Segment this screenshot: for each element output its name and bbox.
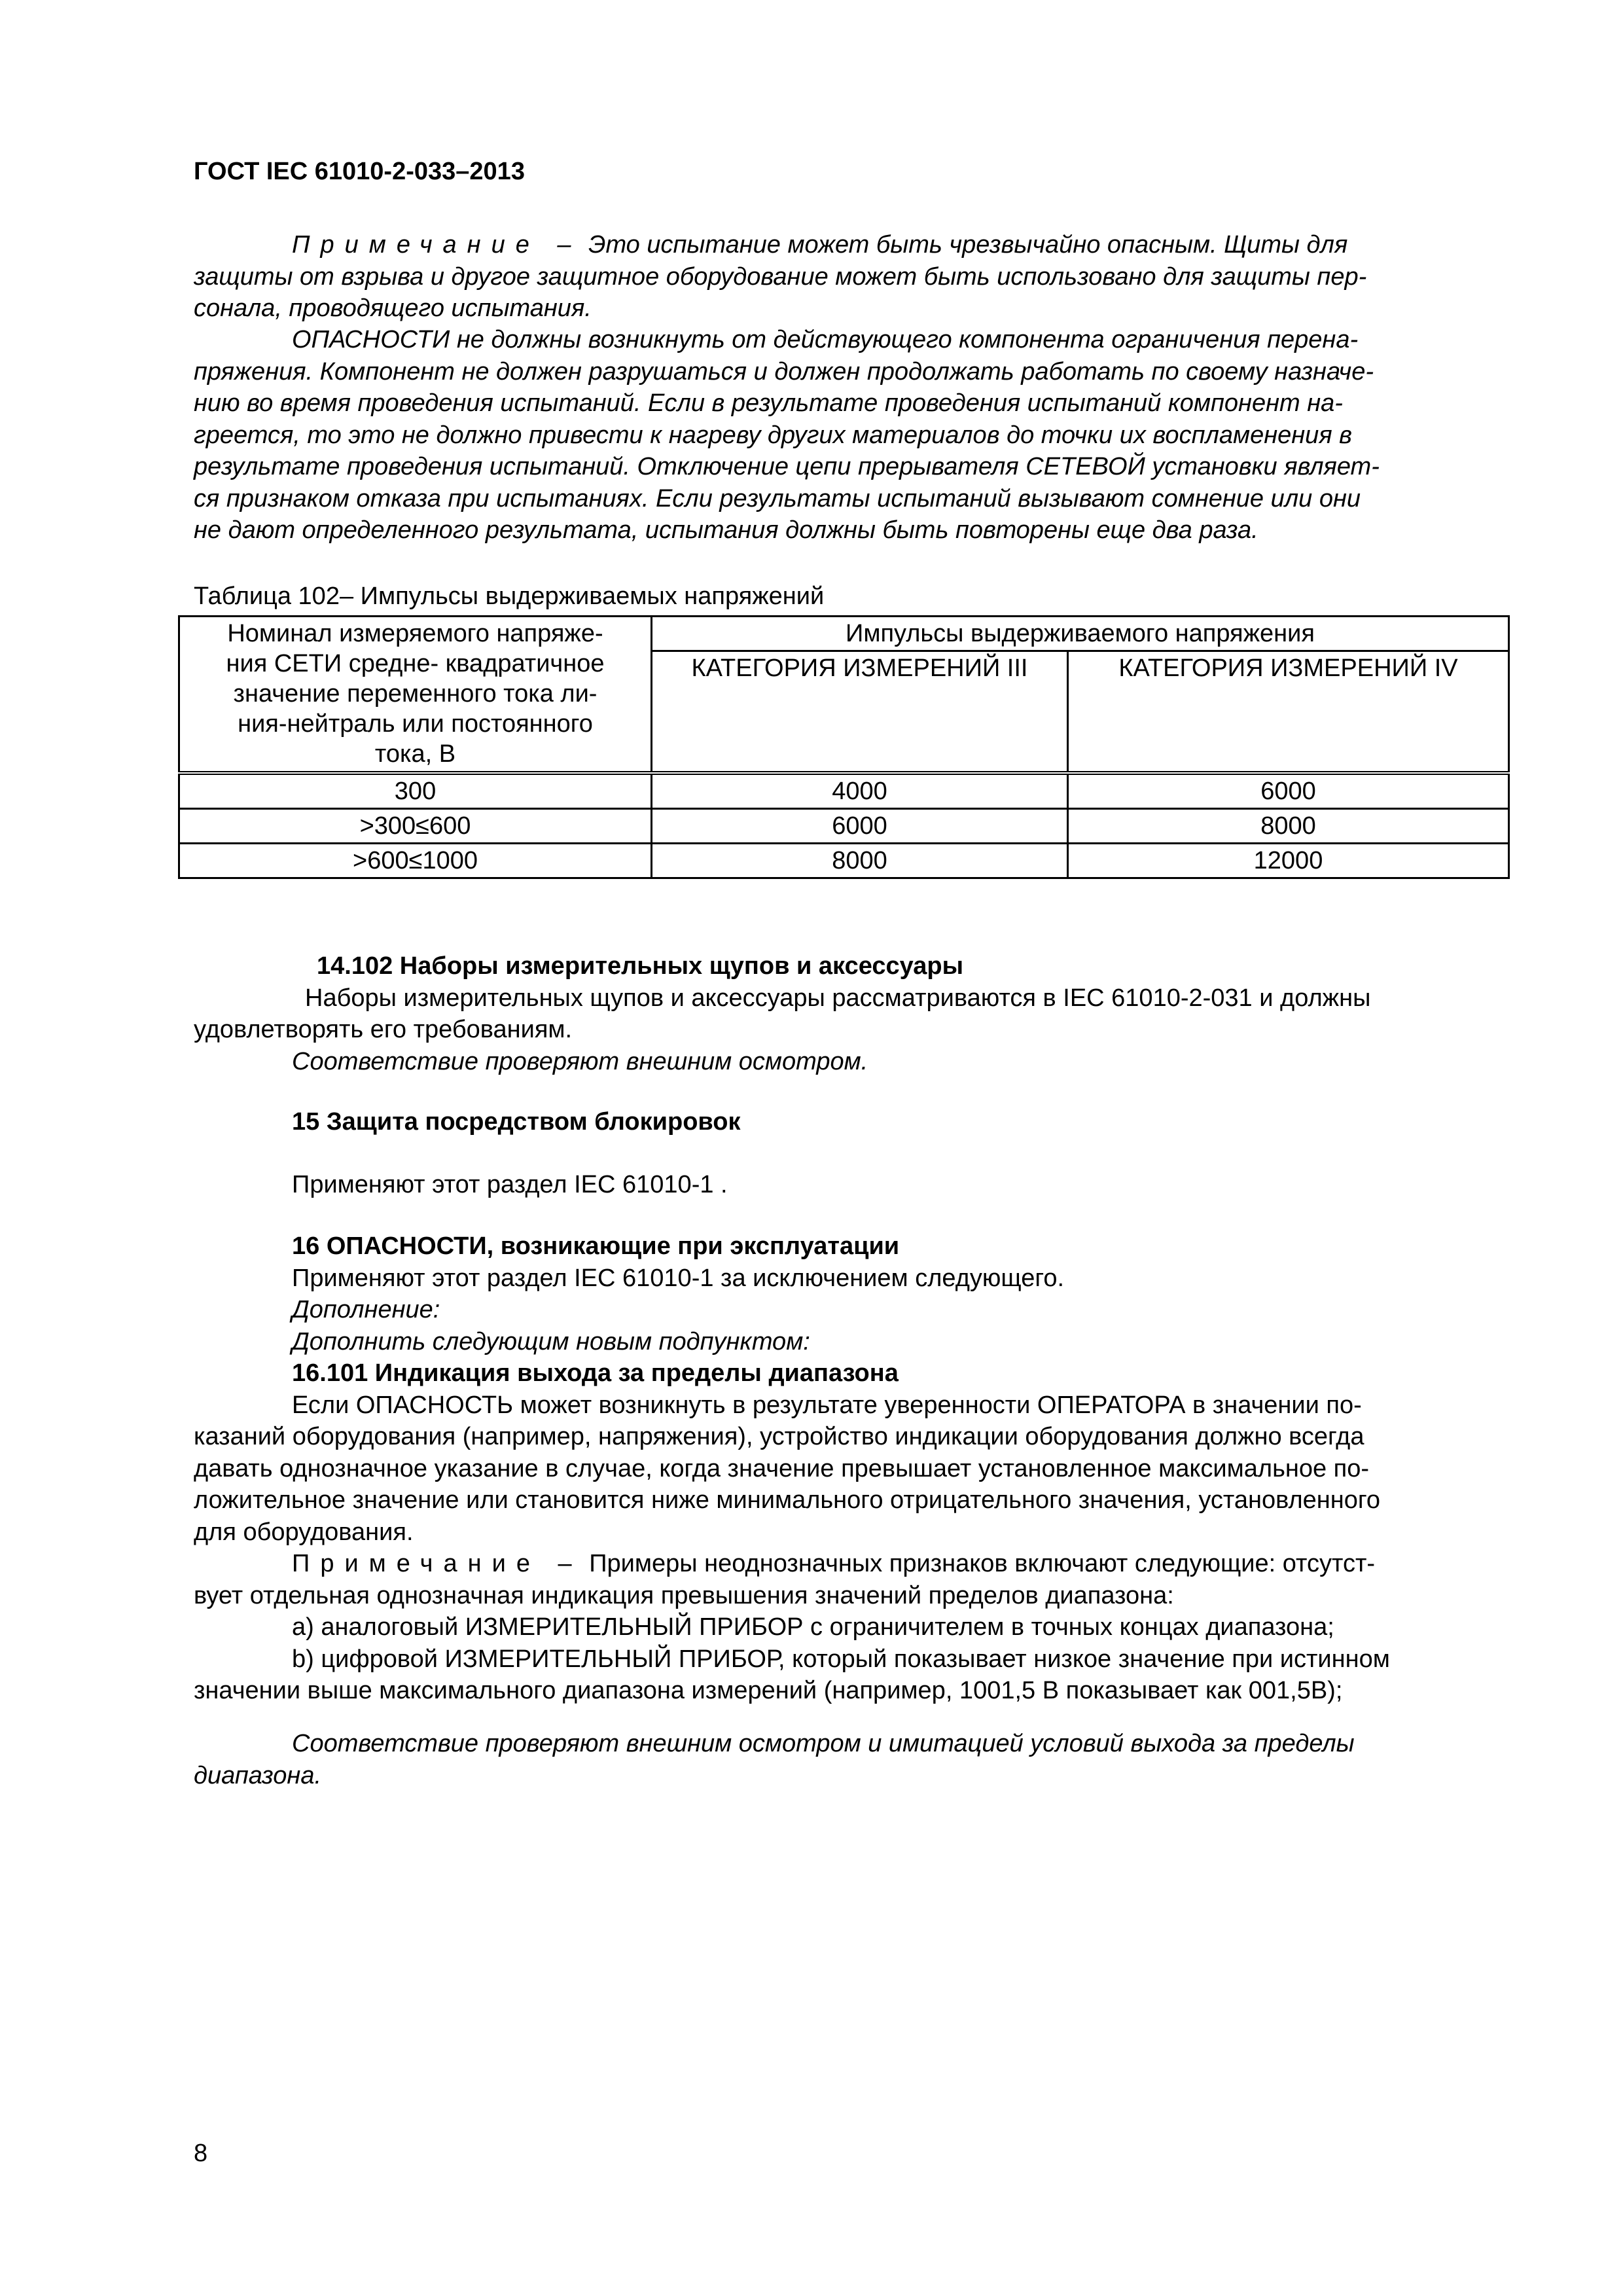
hazards-paragraph: ОПАСНОСТИ не должны возникнуть от действующего компонента ограничения перена- пряжения. Компонент не должен разрушаться и должен продолжать работать по своему назначе- нию во время проведения испытаний. Если в результате проведения испытаний компонент на- греется, то это не должно привести к нагреву других материалов до точки их воспламенения в результате проведения испытаний. Отключение цепи прерывателя СЕТЕВОЙ установки являет- ся признаком отказа при испытаниях. Если результаты испытаний вызывают сомнение или они не дают определенного результата, испытания должны быть повторены еще два раза. bbox=[194, 326, 1380, 544]
note-paragraph: Примечание – Примеры неоднозначных признаков включают следующие: отсутст- bbox=[292, 1550, 1376, 1577]
table-header-category-iv: КАТЕГОРИЯ ИЗМЕРЕНИЙ IV bbox=[1068, 651, 1509, 773]
section-heading: 16.101 Индикация выхода за пределы диапазона bbox=[292, 1359, 899, 1387]
section-heading: 14.102 Наборы измерительных щупов и аксессуары bbox=[317, 952, 964, 980]
list-item: b) цифровой ИЗМЕРИТЕЛЬНЫЙ ПРИБОР, который показывает низкое значение при истинном bbox=[292, 1645, 1390, 1673]
table-header-nominal-voltage: Номинал измеряемого напряже- ния СЕТИ средне- квадратичное значение переменного тока ли- ния-нейтраль или постоянного тока, В bbox=[179, 617, 652, 773]
document-header: ГОСТ IEC 61010-2-033–2013 bbox=[194, 158, 525, 185]
section-14-102: 14.102 Наборы измерительных щупов и аксессуары Наборы измерительных щупов и аксессуары рассматриваются в IEC 61010-2-031 и должны удовлетворять его требованиям. Соответствие проверяют внешним осмотром. bbox=[194, 950, 1516, 1077]
voltage-impulse-table bbox=[178, 615, 1510, 879]
table-header-impulse-group: Импульсы выдерживаемого напряжения bbox=[652, 617, 1509, 651]
table-row: >600≤1000 8000 12000 bbox=[179, 843, 1509, 878]
note-paragraph: Примечание – Это испытание может быть чрезвычайно опасным. Щиты для защиты от взрыва и другое защитное оборудование может быть использовано для защиты пер- сонала, проводящего испытания. bbox=[194, 231, 1367, 322]
table-row: >300≤600 6000 8000 bbox=[179, 808, 1509, 843]
table-caption: Таблица 102– Импульсы выдерживаемых напряжений bbox=[194, 583, 825, 610]
table-header-category-iii: КАТЕГОРИЯ ИЗМЕРЕНИЙ III bbox=[652, 651, 1068, 773]
note-label: Примечание – bbox=[292, 231, 582, 259]
section-15 bbox=[194, 1106, 1516, 1138]
section-heading: 16 ОПАСНОСТИ, возникающие при эксплуатации bbox=[292, 1232, 900, 1260]
section-heading: 15 Защита посредством блокировок bbox=[292, 1108, 741, 1136]
page-number: 8 bbox=[194, 2140, 208, 2167]
section-15-body: Применяют этот раздел IEC 61010-1 . bbox=[292, 1171, 728, 1198]
section-16-101: 16.101 Индикация выхода за пределы диапазона Если ОПАСНОСТЬ может возникнуть в результате уверенности ОПЕРАТОРА в значении по- казаний оборудования (например, напряжения), устройство индикации оборудования должно всегда давать однозначное указание в случае, когда значение превышает установленное максимальное по- ложительное значение или становится ниже минимального отрицательного значения, установленного для оборудования. Примечание – Примеры неоднозначных признаков включают следующие: отсутст- вует отдельная однозначная индикация превышения значений пределов диапазона: а) аналоговый ИЗМЕРИТЕЛЬНЫЙ ПРИБОР с ограничителем в точных концах диапазона; b) цифровой ИЗМЕРИТЕЛЬНЫЙ ПРИБОР, который показывает низкое значение при истинном значении выше максимального диапазона измерений (например, 1001,5 В показывает как 001,5В); bbox=[194, 1357, 1516, 1707]
compliance-note: Соответствие проверяют внешним осмотром и имитацией условий выхода за пределы диапазона. bbox=[194, 1730, 1355, 1789]
section-16: 16 ОПАСНОСТИ, возникающие при эксплуатации Применяют этот раздел IEC 61010-1 за исключением следующего. Дополнение: Дополнить следующим новым подпунктом: bbox=[194, 1230, 1516, 1357]
compliance-note: Соответствие проверяют внешним осмотром. bbox=[292, 1047, 868, 1075]
list-item: а) аналоговый ИЗМЕРИТЕЛЬНЫЙ ПРИБОР с ограничителем в точных концах диапазона; bbox=[292, 1613, 1334, 1641]
table-row: 300 4000 6000 bbox=[179, 773, 1509, 809]
